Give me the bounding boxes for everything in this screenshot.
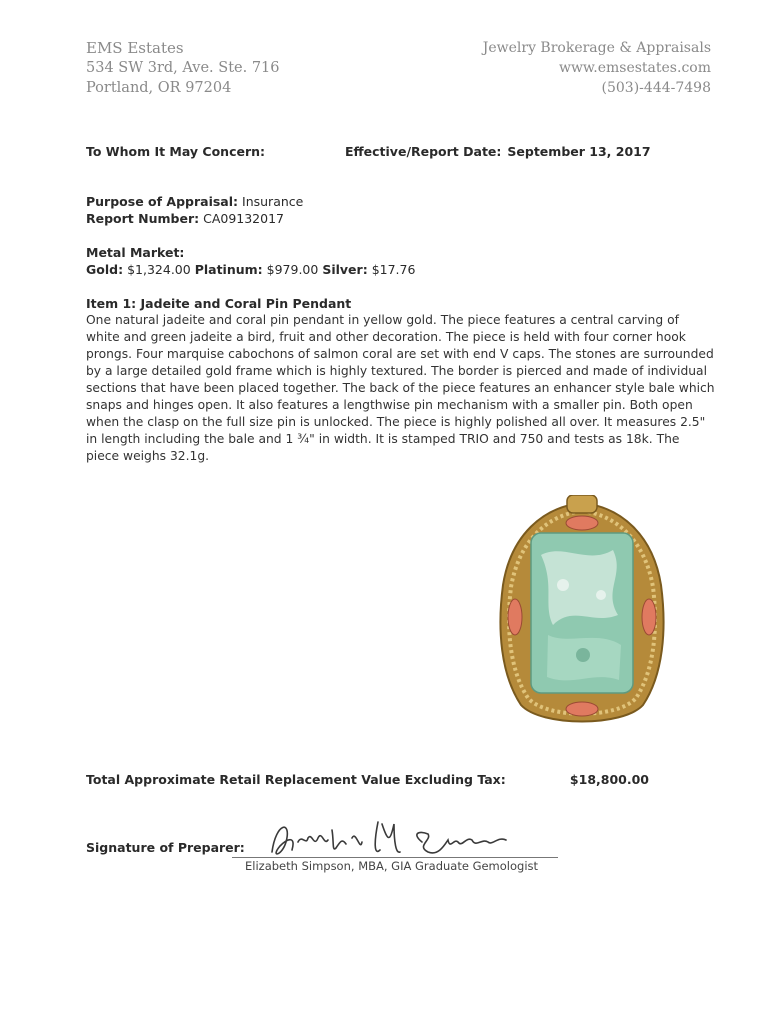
signature-caption: Elizabeth Simpson, MBA, GIA Graduate Gemologist	[245, 859, 539, 873]
letterhead-contact-block	[483, 38, 711, 98]
platinum-value: $979.00	[266, 262, 319, 277]
report-date-value: September 13, 2017	[507, 144, 651, 159]
pendant-photo	[493, 495, 671, 733]
signature-line	[232, 857, 558, 858]
coral-left	[508, 599, 522, 635]
item-block	[86, 295, 716, 465]
signature-label: Signature of Preparer:	[86, 840, 245, 855]
report-number-value: CA09132017	[203, 211, 284, 226]
coral-top	[566, 516, 598, 530]
platinum-label: Platinum:	[194, 262, 263, 277]
salutation: To Whom It May Concern:	[86, 144, 266, 159]
purpose-label: Purpose of Appraisal:	[86, 194, 239, 209]
report-date	[345, 144, 651, 159]
company-address-line2: Portland, OR 97204	[86, 80, 232, 96]
silver-label: Silver:	[322, 262, 368, 277]
company-address-line1: 534 SW 3rd, Ave. Ste. 716	[86, 60, 280, 76]
company-name: EMS Estates	[86, 39, 184, 57]
bale	[567, 495, 597, 513]
report-number-label: Report Number:	[86, 211, 200, 226]
coral-bottom	[566, 702, 598, 716]
silver-value: $17.76	[371, 262, 416, 277]
purpose-value: Insurance	[242, 194, 304, 209]
report-date-label: Effective/Report Date:	[345, 144, 502, 159]
company-phone: (503)-444-7498	[601, 80, 711, 96]
item-description: One natural jadeite and coral pin pendant in yellow gold. The piece features a central carving of white and green jadeite a bird, fruit and other decoration. The piece is held with four corner hook prongs. Four marquise cabochons of salmon coral are set with end V caps. The stones are surrounded by a large detailed gold frame which is highly textured. The border is pierced and made of individual sections that have been placed together. The back of the piece features an enhancer style bale which snaps and hinges open. It also features a lengthwise pin mechanism with a smaller pin. Both open when the clasp on the full size pin is unlocked. The piece is highly polished all over. It measures 2.5" in length including the bale and 1 ¾" in width. It is stamped TRIO and 750 and tests as 18k. The piece weighs 32.1g.	[86, 313, 715, 463]
total-value: $18,800.00	[569, 772, 649, 787]
company-tagline: Jewelry Brokerage & Appraisals	[482, 40, 711, 56]
total-label: Total Approximate Retail Replacement Value Excluding Tax:	[86, 772, 506, 787]
metal-market-title: Metal Market:	[86, 245, 185, 260]
metal-market-block	[86, 244, 415, 278]
letterhead-company-block	[86, 38, 280, 98]
gold-label: Gold:	[86, 262, 124, 277]
company-website: www.emsestates.com	[558, 60, 711, 76]
purpose-block	[86, 193, 303, 227]
gold-value: $1,324.00	[127, 262, 191, 277]
item-title: Item 1: Jadeite and Coral Pin Pendant	[86, 296, 352, 311]
coral-right	[642, 599, 656, 635]
